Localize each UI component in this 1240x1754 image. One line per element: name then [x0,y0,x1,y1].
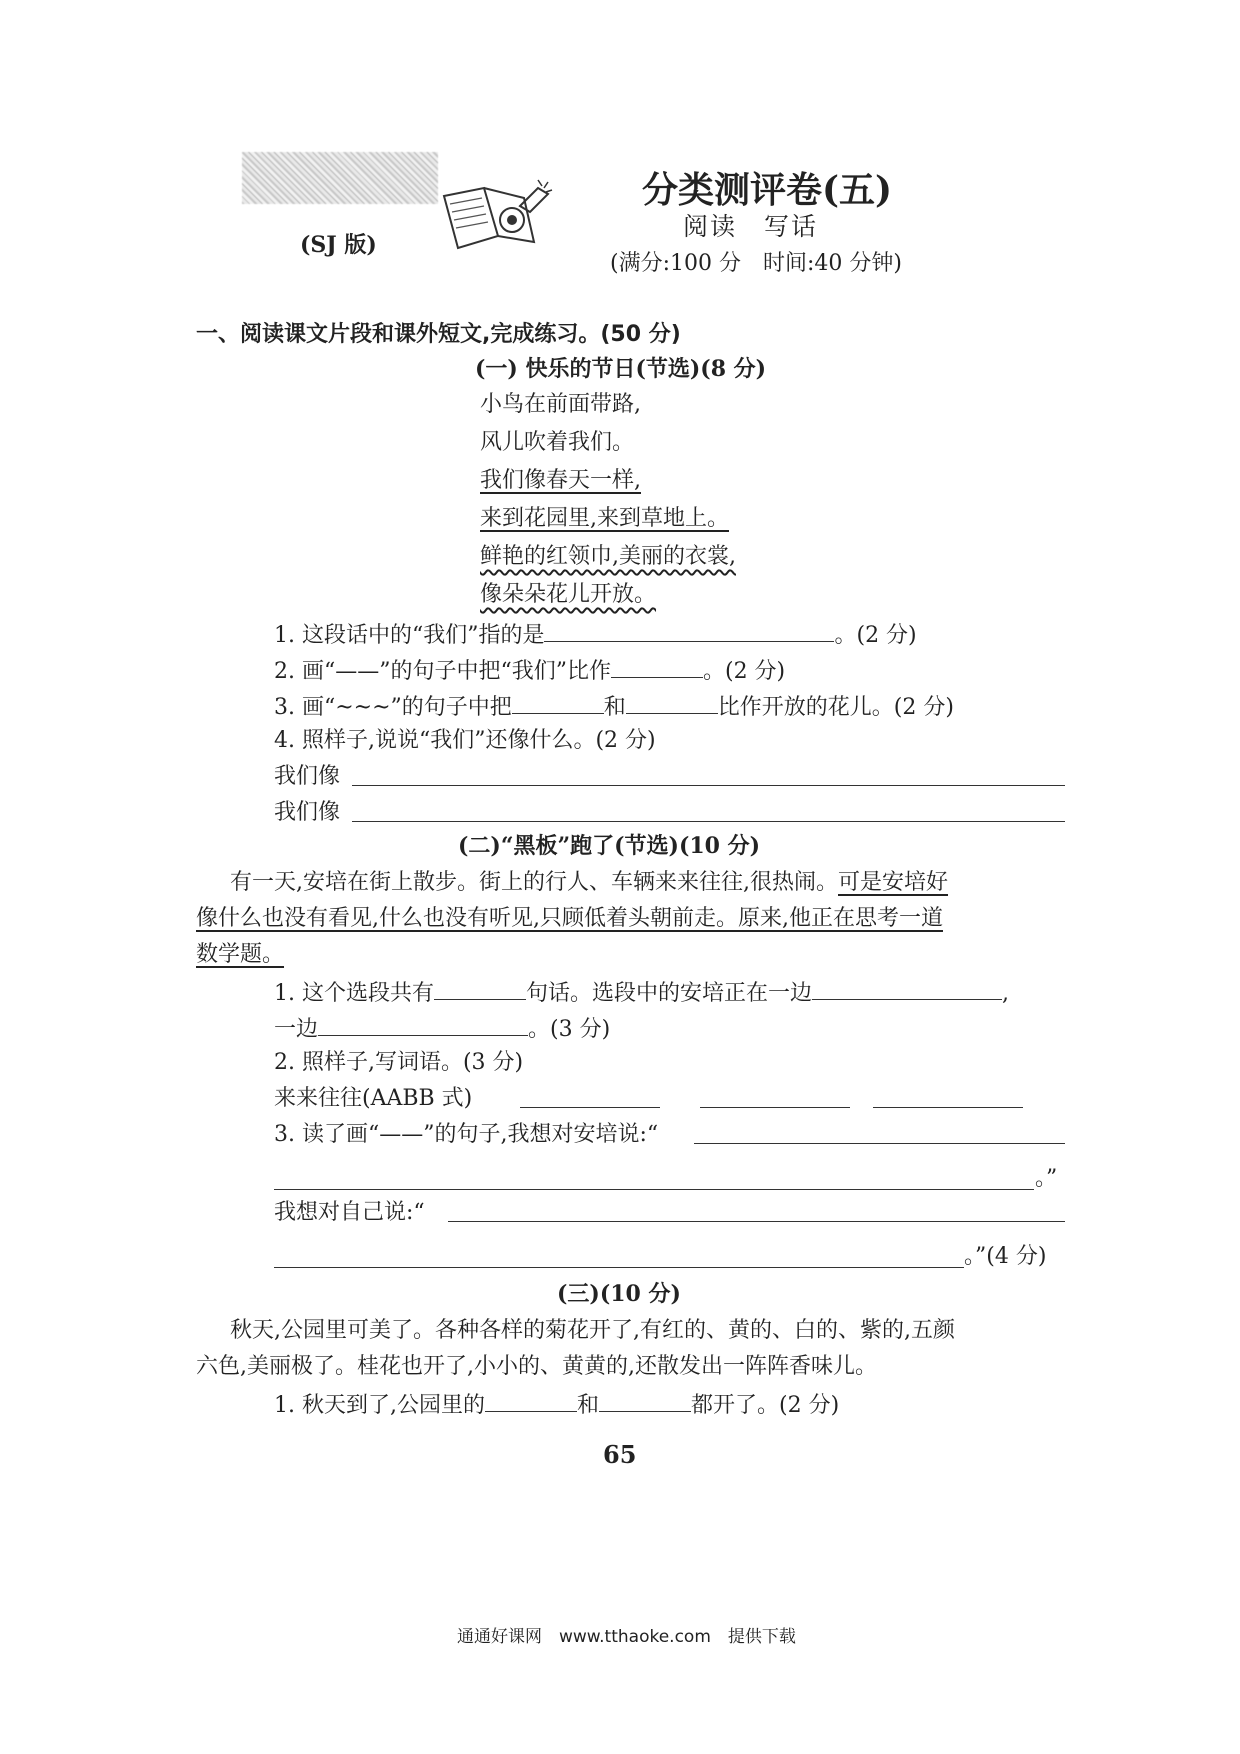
quote-end-score: 。”(4 分) [964,1244,1047,1269]
answer-line[interactable] [352,785,1065,786]
answer-line[interactable] [520,1107,660,1108]
footer-source: 通通好课网 www.tthaoke.com 提供下载 [457,1627,796,1647]
poem-line: 小鸟在前面带路, [480,392,641,417]
answer-prompt: 我想对自己说:“ [274,1200,425,1225]
question-score: 。(2 分) [834,623,917,648]
question-2-3: 3. 读了画“——”的句子,我想对安培说:“ [274,1122,659,1147]
question-2-2: 2. 照样子,写词语。(3 分) [274,1050,524,1075]
answer-blank[interactable] [611,651,703,678]
answer-prompt: 我们像 [274,764,341,789]
question-text: , [1002,981,1009,1006]
part1-heading: (一) 快乐的节日(节选)(8 分) [475,356,767,382]
answer-blank[interactable] [812,973,1002,1000]
passage-line: 秋天,公园里可美了。各种各样的菊花开了,有红的、黄的、白的、紫的,五颜 [230,1318,955,1343]
passage-text-underlined: 可是安培好 [838,870,949,895]
question-1-1 [274,615,917,649]
question-text: 句话。选段中的安培正在一边 [525,981,812,1006]
question-text: 3. 画“~~~”的句子中把 [274,695,512,720]
question-1-3 [274,687,954,721]
question-text: 1. 这段话中的“我们”指的是 [274,623,545,648]
question-text: 1. 秋天到了,公园里的 [274,1393,485,1418]
section-heading: 一、阅读课文片段和课外短文,完成练习。(50 分) [196,322,681,347]
poem-line-wavy: 鲜艳的红领巾,美丽的衣裳, [480,544,736,569]
answer-line[interactable] [274,1267,964,1268]
passage-line-underlined: 数学题。 [196,942,285,967]
question-text: 比作开放的花儿。(2 分) [717,695,954,720]
passage-line: 六色,美丽极了。桂花也开了,小小的、黄黄的,还散发出一阵阵香味儿。 [196,1354,877,1379]
question-2-1 [274,973,1009,1007]
word-example: 来来往往(AABB 式) [274,1086,473,1111]
question-2-1-cont [274,1009,610,1043]
page-title: 分类测评卷(五) [642,169,893,211]
passage-line-underlined: 像什么也没有看见,什么也没有听见,只顾低着头朝前走。原来,他正在思考一道 [196,906,943,931]
answer-line[interactable] [352,821,1065,822]
answer-line[interactable] [274,1189,1034,1190]
passage-text: 有一天,安培在街上散步。街上的行人、车辆来来往往,很热闹。 [230,870,838,895]
scanned-smudge [242,152,438,204]
part2-heading: (二)“黑板”跑了(节选)(10 分) [458,833,761,859]
question-text: 一边 [274,1017,319,1042]
page-number: 65 [603,1440,637,1469]
passage-line [230,865,948,896]
answer-blank[interactable] [512,687,604,714]
answer-blank[interactable] [485,1385,577,1412]
question-text: 1. 这个选段共有 [274,981,434,1006]
answer-line[interactable] [694,1143,1065,1144]
answer-prompt: 我们像 [274,800,341,825]
answer-blank[interactable] [599,1385,691,1412]
score-time-info: (满分:100 分 时间:40 分钟) [610,251,902,276]
edition-label: (SJ 版) [300,232,377,258]
poem-line-underlined: 我们像春天一样, [480,468,641,493]
answer-line[interactable] [873,1107,1023,1108]
question-1-4: 4. 照样子,说说“我们”还像什么。(2 分) [274,728,656,753]
question-text: 都开了。(2 分) [691,1393,840,1418]
answer-blank[interactable] [626,687,718,714]
reading-book-illustration [438,176,558,256]
question-score: 。(2 分) [702,659,786,684]
poem-line-wavy: 像朵朵花儿开放。 [480,582,657,607]
answer-blank[interactable] [544,615,834,642]
part3-heading: (三)(10 分) [557,1281,681,1307]
poem-line: 风儿吹着我们。 [480,430,635,455]
page-subtitle: 阅读 写话 [683,212,819,241]
quote-end: 。” [1035,1166,1058,1191]
answer-line[interactable] [448,1221,1065,1222]
question-text: 2. 画“——”的句子中把“我们”比作 [274,659,611,684]
question-score: 。(3 分) [528,1017,611,1042]
question-1-2 [274,651,785,685]
question-text: 和 [576,1393,599,1418]
answer-blank[interactable] [318,1009,528,1036]
question-text: 和 [603,695,626,720]
answer-blank[interactable] [434,973,526,1000]
question-3-1 [274,1385,839,1419]
poem-line-underlined: 来到花园里,来到草地上。 [480,506,729,531]
answer-line[interactable] [700,1107,850,1108]
